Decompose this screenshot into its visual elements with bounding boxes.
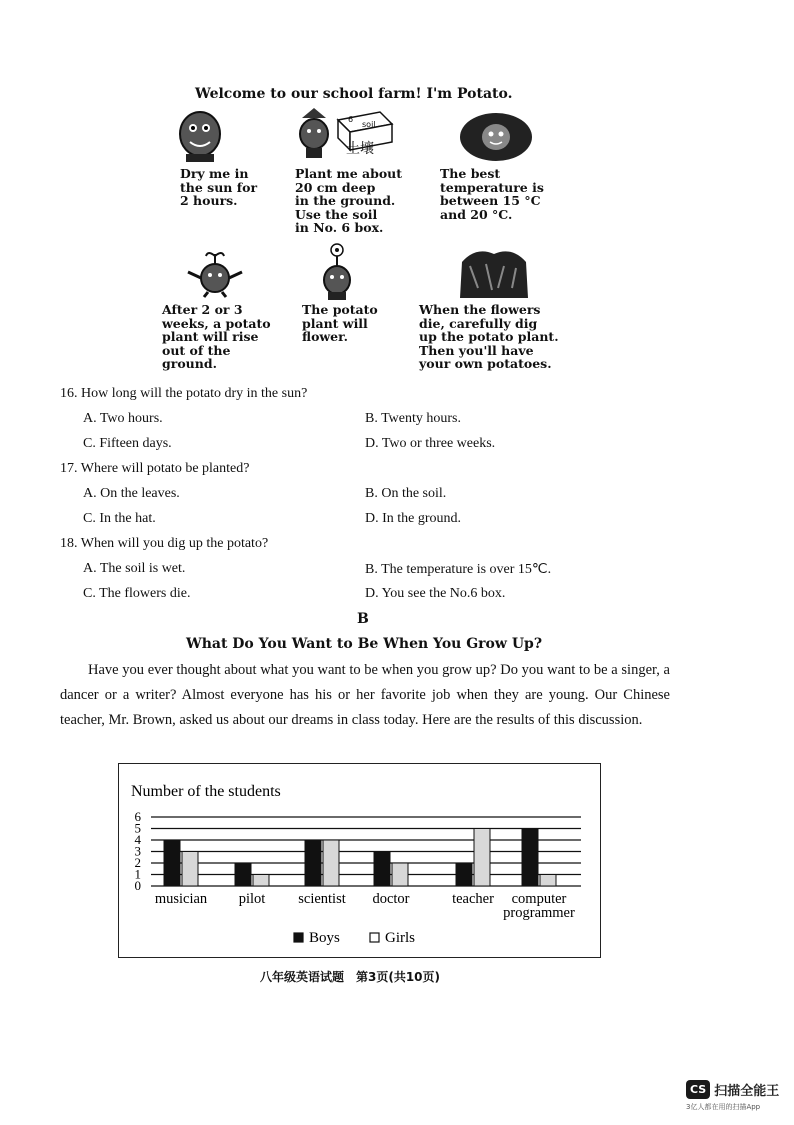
farm-step-6: When the flowers die, carefully dig up the potato plant. Then you'll have your own potatoes. [419, 302, 559, 371]
question-16: 16. How long will the potato dry in the sun? [60, 386, 308, 401]
box-number: 6 [348, 115, 354, 124]
section-b-letter: B [357, 611, 369, 627]
legend-label-girls: Girls [385, 930, 415, 946]
bar-girls-pilot [253, 875, 269, 887]
q16-option-b: B. Twenty hours. [365, 411, 461, 426]
farm-step-1: Dry me in the sun for 2 hours. [180, 166, 258, 208]
y-tick-label: 0 [134, 878, 141, 893]
q17-option-b: B. On the soil. [365, 486, 447, 501]
bar-girls-teacher [474, 829, 490, 887]
bar-girls-computer-programmer [540, 875, 556, 887]
x-tick-label: programmer [503, 905, 575, 921]
x-tick-label: computer [511, 891, 567, 907]
q18-option-c: C. The flowers die. [83, 586, 191, 601]
q16-option-c: C. Fifteen days. [83, 436, 172, 451]
x-tick-label: pilot [238, 891, 266, 907]
scanner-badge: CS [686, 1080, 710, 1099]
farm-step-3: The best temperature is between 15 °C and 20 °C. [440, 166, 544, 222]
y-tick-label: 4 [134, 832, 141, 847]
x-tick-label: musician [154, 891, 208, 907]
bar-boys-scientist [305, 840, 321, 886]
q17-option-d: D. In the ground. [365, 511, 462, 526]
potato-flower-icon [312, 242, 362, 302]
potato-character-icon [172, 108, 228, 164]
x-tick-label: teacher [452, 891, 494, 907]
farm-step-5: The potato plant will flower. [302, 302, 378, 344]
bar-boys-teacher [456, 863, 472, 886]
section-b-title: What Do You Want to Be When You Grow Up? [185, 636, 543, 652]
question-17: 17. Where will potato be planted? [60, 461, 250, 476]
bar-girls-doctor [392, 863, 408, 886]
potato-plant-rising-icon [184, 250, 246, 298]
x-tick-label: doctor [372, 891, 410, 907]
question-18: 18. When will you dig up the potato? [60, 536, 269, 551]
y-tick-label: 6 [134, 809, 141, 824]
legend-swatch-boys [294, 933, 303, 942]
q18-option-b: B. The temperature is over 15℃. [365, 562, 552, 577]
farm-step-4: After 2 or 3 weeks, a potato plant will rise out of the ground. [162, 302, 271, 371]
bar-boys-pilot [235, 863, 251, 886]
potato-dig-up-icon [456, 244, 532, 302]
potato-with-soil-box-icon [292, 106, 396, 164]
q16-option-a: A. Two hours. [83, 411, 163, 426]
bar-girls-scientist [323, 840, 339, 886]
page-footer: 八年级英语试题 第3页(共10页) [260, 970, 441, 984]
farm-step-2: Plant me about 20 cm deep in the ground. Use the soil in No. 6 box. [295, 166, 403, 235]
y-tick-label: 5 [134, 820, 141, 836]
bar-boys-computer-programmer [522, 829, 538, 887]
scanner-watermark [686, 1080, 779, 1112]
q18-option-d: D. You see the No.6 box. [365, 586, 506, 601]
q17-option-c: C. In the hat. [83, 511, 156, 526]
bar-chart [119, 764, 599, 956]
bar-boys-musician [164, 840, 180, 886]
bar-girls-musician [182, 852, 198, 887]
scanner-tagline: 3亿人都在用的扫描App [686, 1103, 761, 1111]
scanner-name: 扫描全能王 [714, 1084, 780, 1099]
q18-option-a: A. The soil is wet. [83, 561, 186, 576]
soil-chinese-label: 土壤 [346, 141, 374, 157]
farm-title: Welcome to our school farm! I'm Potato. [195, 86, 513, 102]
y-tick-label: 2 [134, 855, 141, 870]
box-label: soil [362, 120, 376, 129]
chart-title: Number of the students [131, 783, 281, 800]
q16-option-d: D. Two or three weeks. [365, 436, 496, 451]
y-tick-label: 1 [134, 866, 141, 882]
chart-frame [118, 763, 601, 958]
section-b-paragraph: Have you ever thought about what you want to be when you grow up? Do you want to be a singer, a dancer or a writer? Almost everyone has his or her favorite job when they are young. Our Chinese teacher, Mr. Brown, asked us about our dreams in class today. Here are the results of this discussion. [60, 662, 670, 728]
legend-label-boys: Boys [309, 930, 340, 946]
q17-option-a: A. On the leaves. [83, 486, 180, 501]
y-tick-label: 3 [134, 843, 141, 859]
x-tick-label: scientist [298, 891, 346, 907]
bar-boys-doctor [374, 852, 390, 887]
potato-sun-icon [458, 112, 534, 162]
legend-swatch-girls [370, 933, 379, 942]
